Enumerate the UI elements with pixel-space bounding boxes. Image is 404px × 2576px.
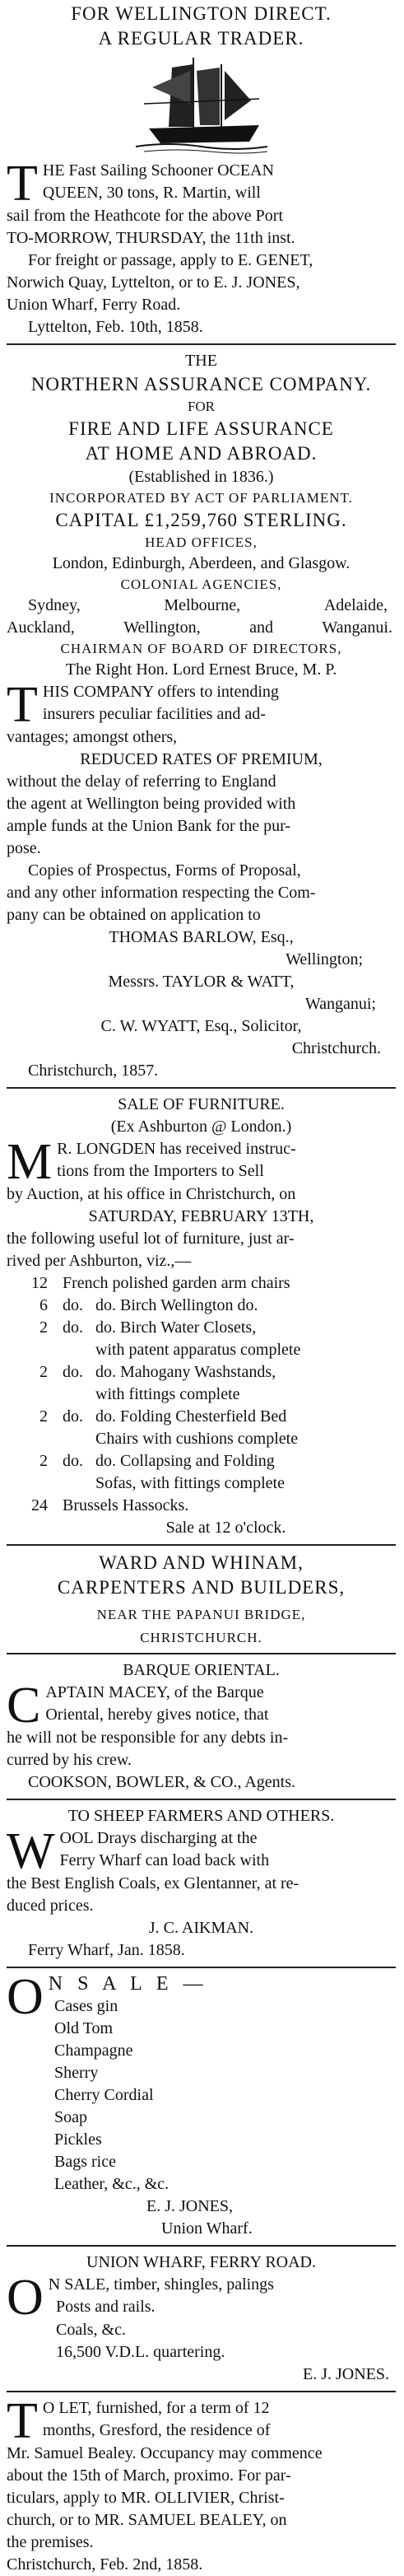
head-offices-label: HEAD OFFICES, bbox=[145, 534, 258, 550]
body-line: TO-MORROW, THURSDAY, the 11th inst. bbox=[7, 229, 295, 247]
furniture-item bbox=[7, 1384, 396, 1406]
signature: E. J. JONES, bbox=[146, 2197, 234, 2215]
item-quantity: 2 bbox=[39, 1407, 48, 1426]
incorporated-line: INCORPORATED BY ACT OF PARLIAMENT. bbox=[49, 490, 353, 506]
item-quantity: 6 bbox=[39, 1296, 48, 1314]
agent-name: Messrs. TAYLOR & WATT, bbox=[108, 973, 295, 991]
advert-body bbox=[7, 1134, 396, 1272]
body-line: R. LONGDEN has received instruc- bbox=[57, 1140, 296, 1158]
body-line: tions from the Importers to Sell bbox=[57, 1162, 264, 1180]
item-quantity: 2 bbox=[39, 1452, 48, 1470]
furniture-item bbox=[7, 1495, 396, 1517]
item-ditto: do. bbox=[63, 1363, 83, 1381]
drop-cap: C bbox=[7, 1678, 41, 1734]
item-description: do. Birch Water Closets, bbox=[95, 1318, 257, 1337]
furniture-item bbox=[7, 1450, 396, 1472]
body-line: APTAIN MACEY, of the Barque bbox=[45, 1683, 264, 1701]
advert-subheading: (Ex Ashburton @ London.) bbox=[110, 1118, 292, 1136]
body-line: the agent at Wellington being provided with bbox=[7, 795, 296, 813]
goods-list bbox=[7, 1995, 396, 2196]
drop-cap: T bbox=[7, 2393, 38, 2449]
agent-name: THOMAS BARLOW, Esq., bbox=[109, 928, 294, 946]
capital-line: CAPITAL £1,259,760 STERLING. bbox=[55, 510, 347, 530]
advert-body bbox=[7, 677, 396, 1082]
body-line: Union Wharf, Ferry Road. bbox=[7, 296, 181, 314]
body-line: Oriental, hereby gives notice, that bbox=[45, 1706, 269, 1724]
agency: and bbox=[249, 618, 273, 637]
goods-item: Champagne bbox=[54, 2042, 133, 2060]
body-line: duced prices. bbox=[7, 1897, 94, 1915]
body-line: ample funds at the Union Bank for the pur- bbox=[7, 817, 291, 835]
chairman-label: CHAIRMAN OF BOARD OF DIRECTORS, bbox=[60, 641, 342, 656]
furniture-item bbox=[7, 1272, 396, 1295]
divider bbox=[7, 1544, 396, 1546]
body-line: HIS COMPANY offers to intending bbox=[42, 683, 279, 701]
ward-advert bbox=[7, 1551, 396, 1648]
signature: E. J. JONES. bbox=[302, 2365, 389, 2383]
body-line: sail from the Heathcote for the above Port bbox=[7, 207, 283, 225]
location-line: NEAR THE PAPANUI BRIDGE, bbox=[96, 1607, 306, 1622]
divider bbox=[7, 1967, 396, 1968]
furniture-item bbox=[7, 1339, 396, 1361]
signature: J. C. AIKMAN. bbox=[148, 1919, 254, 1937]
body-line: QUEEN, 30 tons, R. Martin, will bbox=[42, 184, 261, 202]
divider bbox=[7, 1799, 396, 1800]
body-line: by Auction, at his office in Christchurch, on bbox=[7, 1185, 296, 1203]
item-description: Sofas, with fittings complete bbox=[95, 1474, 285, 1492]
body-line: pany can be obtained on application to bbox=[7, 906, 261, 924]
agency: Sydney, bbox=[28, 596, 81, 614]
body-line: rived per Ashburton, viz.,— bbox=[7, 1252, 192, 1270]
furniture-item bbox=[7, 1428, 396, 1450]
item-description: with fittings complete bbox=[95, 1385, 240, 1403]
advert-heading: SALE OF FURNITURE. bbox=[118, 1095, 285, 1113]
furniture-list bbox=[7, 1272, 396, 1517]
furniture-item bbox=[7, 1406, 396, 1428]
body-line: ticulars, apply to MR. OLLIVIER, Christ- bbox=[7, 2489, 285, 2507]
advert-heading: BARQUE ORIENTAL. bbox=[123, 1661, 280, 1679]
body-line: Norwich Quay, Lyttelton, or to E. J. JONES, bbox=[7, 273, 300, 292]
body-line: O LET, furnished, for a term of 12 bbox=[42, 2399, 270, 2417]
item-description: French polished garden arm chairs bbox=[63, 1274, 290, 1292]
furniture-item bbox=[7, 1317, 396, 1339]
signature: COOKSON, BOWLER, & CO., Agents. bbox=[28, 1773, 296, 1791]
reduced-rates: REDUCED RATES OF PREMIUM, bbox=[80, 750, 323, 768]
body-line: For freight or passage, apply to E. GENET, bbox=[28, 251, 313, 269]
drop-cap: W bbox=[7, 1823, 55, 1879]
agency: Auckland, bbox=[7, 618, 75, 637]
furniture-advert bbox=[7, 1094, 396, 1539]
goods-item: Pickles bbox=[54, 2130, 102, 2149]
body-line: the following useful lot of furniture, just ar- bbox=[7, 1230, 295, 1248]
body-line: Ferry Wharf can load back with bbox=[59, 1851, 270, 1869]
divider bbox=[7, 2391, 396, 2392]
advert-subheading: CARPENTERS AND BUILDERS, bbox=[57, 1577, 346, 1598]
advert-subheading: AT HOME AND ABROAD. bbox=[85, 443, 318, 464]
advert-body bbox=[7, 2393, 396, 2576]
agent-place: Wellington; bbox=[286, 950, 363, 968]
item-quantity: 24 bbox=[31, 1496, 48, 1514]
agency: Melbourne, bbox=[164, 596, 241, 614]
divider bbox=[7, 1653, 396, 1654]
sale-date: SATURDAY, FEBRUARY 13TH, bbox=[88, 1207, 314, 1225]
to-let-advert bbox=[7, 2393, 396, 2576]
body-line: church, or to MR. SAMUEL BEALEY, on bbox=[7, 2511, 287, 2529]
furniture-item bbox=[7, 1361, 396, 1384]
agency: Wellington, bbox=[123, 618, 201, 637]
goods-item: Bags rice bbox=[54, 2153, 116, 2171]
body-line: without the delay of referring to England bbox=[7, 772, 276, 791]
advert-heading: WARD AND WHINAM, bbox=[99, 1552, 304, 1573]
body-line: N SALE, timber, shingles, palings bbox=[48, 2275, 274, 2294]
body-line: insurers peculiar facilities and ad- bbox=[42, 705, 266, 723]
advert-subheading: A REGULAR TRADER. bbox=[98, 28, 304, 49]
advert-subheading: FIRE AND LIFE ASSURANCE bbox=[68, 418, 334, 439]
item-description: Chairs with cushions complete bbox=[95, 1430, 299, 1448]
advert-heading: N S A L E — bbox=[48, 1973, 208, 1995]
item-quantity: 2 bbox=[39, 1363, 48, 1381]
head-offices: London, Edinburgh, Aberdeen, and Glasgow. bbox=[52, 554, 351, 572]
advert-heading: UNION WHARF, FERRY ROAD. bbox=[86, 2253, 316, 2271]
body-line: Posts and rails. bbox=[56, 2298, 156, 2316]
item-ditto: do. bbox=[63, 1407, 83, 1426]
goods-item: Leather, &c., &c. bbox=[54, 2175, 169, 2193]
body-line: 16,500 V.D.L. quartering. bbox=[56, 2343, 225, 2361]
item-ditto: do. bbox=[63, 1318, 83, 1337]
signature-place: Union Wharf. bbox=[161, 2219, 253, 2238]
goods-item: Sherry bbox=[54, 2064, 99, 2082]
item-description: do. Mahogany Washstands, bbox=[95, 1363, 276, 1381]
drop-cap: O bbox=[7, 1969, 44, 2025]
body-line: and any other information respecting the Com- bbox=[7, 884, 316, 902]
body-line: HE Fast Sailing Schooner OCEAN bbox=[42, 161, 274, 180]
on-sale-advert bbox=[7, 1969, 396, 2240]
item-ditto: do. bbox=[63, 1452, 83, 1470]
item-description: do. Birch Wellington do. bbox=[95, 1296, 258, 1314]
dateline: Christchurch, Feb. 2nd, 1858. bbox=[7, 2555, 203, 2574]
advert-body bbox=[7, 1678, 396, 1794]
body-line: about the 15th of March, proximo. For par- bbox=[7, 2466, 291, 2485]
furniture-item bbox=[7, 1295, 396, 1317]
body-line: Copies of Prospectus, Forms of Proposal, bbox=[28, 861, 301, 880]
agent-name: C. W. WYATT, Esq., Solicitor, bbox=[100, 1017, 302, 1035]
dateline: Christchurch, 1857. bbox=[28, 1062, 159, 1080]
body-line: months, Gresford, the residence of bbox=[42, 2421, 271, 2439]
advert-for: FOR bbox=[187, 399, 216, 414]
newspaper-column bbox=[7, 0, 396, 2576]
chairman: The Right Hon. Lord Ernest Bruce, M. P. bbox=[65, 660, 337, 679]
item-description: Brussels Hassocks. bbox=[63, 1496, 189, 1514]
advert-heading: FOR WELLINGTON DIRECT. bbox=[71, 3, 332, 24]
body-line: Coals, &c. bbox=[56, 2321, 126, 2339]
advert-body bbox=[7, 1823, 396, 1962]
sale-time: Sale at 12 o'clock. bbox=[165, 1519, 286, 1537]
item-ditto: do. bbox=[63, 1296, 83, 1314]
sheep-farmers-advert bbox=[7, 1805, 396, 1962]
agency: Adelaide, bbox=[323, 596, 388, 614]
established-line: (Established in 1836.) bbox=[128, 468, 274, 486]
agency: Wanganui. bbox=[322, 618, 392, 637]
agencies-row bbox=[7, 595, 396, 617]
item-quantity: 12 bbox=[31, 1274, 48, 1292]
advert-heading: NORTHERN ASSURANCE COMPANY. bbox=[30, 374, 372, 394]
barque-advert bbox=[7, 1659, 396, 1794]
divider bbox=[7, 1087, 396, 1089]
union-wharf-advert bbox=[7, 2252, 396, 2386]
body-line: the premises. bbox=[7, 2533, 94, 2551]
agencies-row bbox=[7, 617, 396, 639]
body-line: Mr. Samuel Bealey. Occupancy may commence bbox=[7, 2444, 323, 2462]
item-description: do. Folding Chesterfield Bed bbox=[95, 1407, 287, 1426]
body-line: pose. bbox=[7, 839, 41, 857]
item-description: with patent apparatus complete bbox=[95, 1341, 301, 1359]
schooner-ship-icon bbox=[136, 54, 267, 156]
location-line: CHRISTCHURCH. bbox=[140, 1630, 262, 1645]
drop-cap: T bbox=[7, 677, 38, 733]
goods-item: Old Tom bbox=[54, 2019, 114, 2037]
goods-item: Soap bbox=[54, 2108, 87, 2126]
drop-cap: M bbox=[7, 1134, 53, 1190]
advert-the: THE bbox=[185, 352, 217, 370]
agent-place: Christchurch. bbox=[291, 1039, 381, 1057]
agent-place: Wanganui; bbox=[304, 995, 376, 1013]
furniture-item bbox=[7, 1472, 396, 1495]
body-line: the Best English Coals, ex Glentanner, at re- bbox=[7, 1874, 300, 1892]
divider bbox=[7, 2245, 396, 2247]
advert-body bbox=[7, 2270, 396, 2386]
dateline: Lyttelton, Feb. 10th, 1858. bbox=[28, 318, 203, 336]
advert-heading: TO SHEEP FARMERS AND OTHERS. bbox=[67, 1807, 335, 1825]
body-line: OOL Drays discharging at the bbox=[59, 1829, 258, 1847]
colonial-label: COLONIAL AGENCIES, bbox=[120, 576, 282, 592]
item-description: do. Collapsing and Folding bbox=[95, 1452, 275, 1470]
drop-cap: T bbox=[7, 156, 38, 212]
goods-item: Cherry Cordial bbox=[54, 2086, 154, 2104]
divider bbox=[7, 343, 396, 345]
body-line: he will not be responsible for any debts in- bbox=[7, 1729, 289, 1747]
wellington-advert bbox=[7, 0, 396, 338]
dateline: Ferry Wharf, Jan. 1858. bbox=[28, 1941, 185, 1959]
item-quantity: 2 bbox=[39, 1318, 48, 1337]
body-line: curred by his crew. bbox=[7, 1751, 132, 1769]
assurance-advert bbox=[7, 350, 396, 1082]
advert-body bbox=[7, 156, 396, 338]
goods-item: Cases gin bbox=[54, 1997, 118, 2015]
body-line: vantages; amongst others, bbox=[7, 728, 178, 746]
drop-cap: O bbox=[7, 2270, 44, 2326]
